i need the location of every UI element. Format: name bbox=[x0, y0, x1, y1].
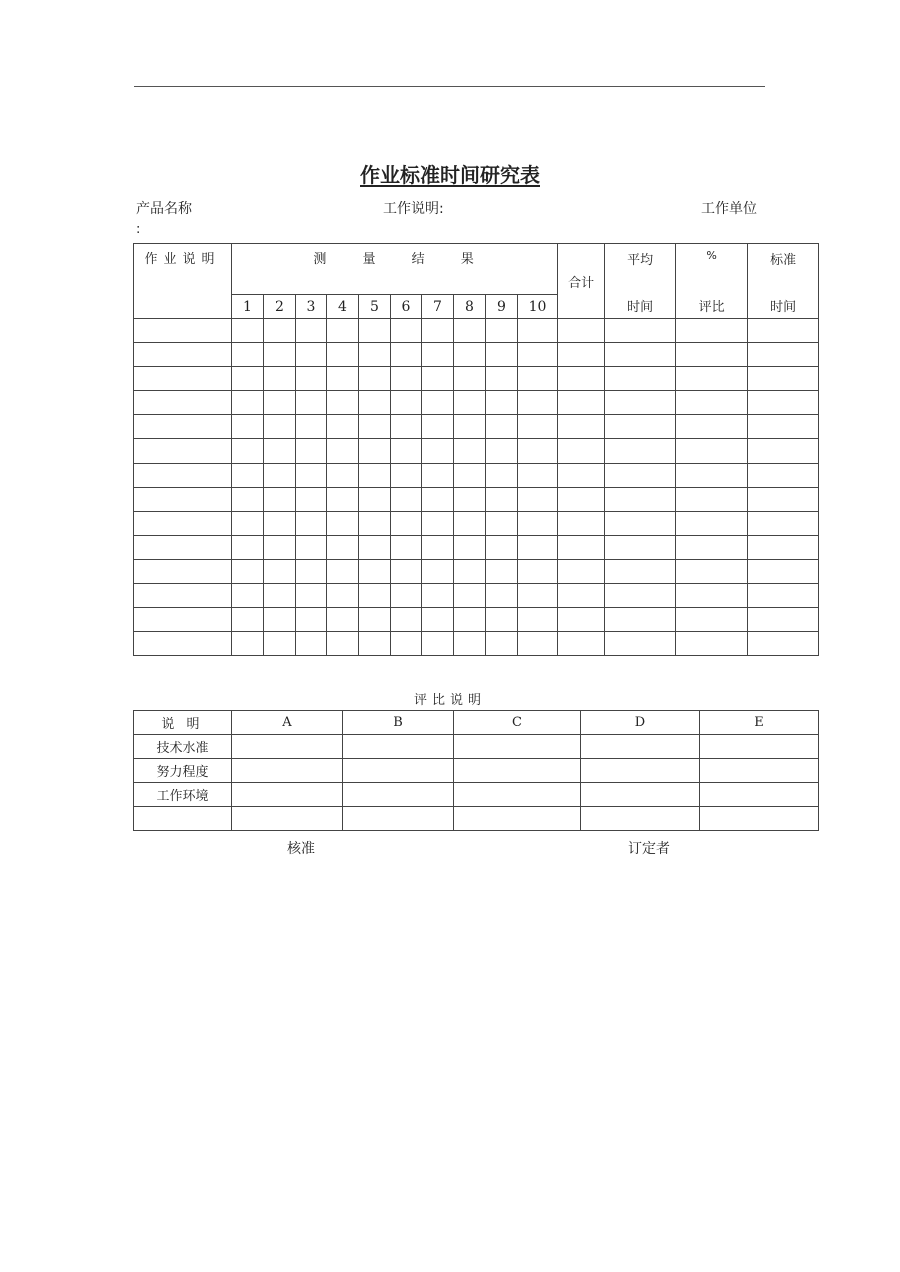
table-cell[interactable] bbox=[605, 391, 676, 415]
rating-cell[interactable] bbox=[343, 759, 454, 783]
table-cell[interactable] bbox=[518, 487, 558, 511]
table-cell[interactable] bbox=[232, 608, 264, 632]
table-cell[interactable] bbox=[676, 559, 748, 583]
rating-table bbox=[133, 710, 819, 831]
table-cell[interactable] bbox=[748, 487, 819, 511]
measurement-column-8: 8 bbox=[454, 295, 486, 319]
table-cell[interactable] bbox=[518, 439, 558, 463]
table-cell[interactable] bbox=[264, 559, 296, 583]
table-cell[interactable] bbox=[134, 319, 232, 343]
rating-cell[interactable] bbox=[700, 807, 819, 831]
rating-cell[interactable] bbox=[454, 783, 581, 807]
table-cell[interactable] bbox=[264, 487, 296, 511]
table-cell[interactable] bbox=[391, 439, 422, 463]
table-cell[interactable] bbox=[422, 415, 454, 439]
rating-cell[interactable] bbox=[581, 807, 700, 831]
table-cell[interactable] bbox=[327, 559, 359, 583]
table-cell[interactable] bbox=[486, 415, 518, 439]
table-cell[interactable] bbox=[748, 584, 819, 608]
table-cell[interactable] bbox=[232, 319, 264, 343]
table-cell[interactable] bbox=[264, 319, 296, 343]
rating-cell[interactable] bbox=[454, 735, 581, 759]
rating-column-e: E bbox=[700, 711, 819, 735]
table-cell[interactable] bbox=[486, 584, 518, 608]
table-cell[interactable] bbox=[748, 632, 819, 656]
table-cell[interactable] bbox=[327, 439, 359, 463]
table-cell[interactable] bbox=[391, 463, 422, 487]
table-cell[interactable] bbox=[359, 367, 391, 391]
table-cell[interactable] bbox=[134, 584, 232, 608]
table-cell[interactable] bbox=[264, 343, 296, 367]
rating-cell[interactable] bbox=[343, 807, 454, 831]
table-cell[interactable] bbox=[232, 343, 264, 367]
table-cell[interactable] bbox=[422, 367, 454, 391]
table-cell[interactable] bbox=[296, 559, 327, 583]
measurement-column-7: 7 bbox=[422, 295, 454, 319]
avg-time-top: 平均 bbox=[627, 253, 654, 268]
rating-top: % bbox=[706, 249, 717, 262]
table-cell[interactable] bbox=[232, 632, 264, 656]
table-cell[interactable] bbox=[359, 632, 391, 656]
table-row bbox=[134, 535, 819, 559]
table-cell[interactable] bbox=[296, 608, 327, 632]
table-cell[interactable] bbox=[296, 367, 327, 391]
rating-cell[interactable] bbox=[700, 759, 819, 783]
table-cell[interactable] bbox=[605, 439, 676, 463]
table-cell[interactable] bbox=[748, 415, 819, 439]
work-unit-label: 工作单位 bbox=[701, 201, 757, 217]
table-cell[interactable] bbox=[486, 487, 518, 511]
table-cell[interactable] bbox=[454, 415, 486, 439]
header-measurement-results: 测 量 结 果 bbox=[232, 244, 558, 295]
table-cell[interactable] bbox=[454, 584, 486, 608]
table-cell[interactable] bbox=[518, 343, 558, 367]
table-cell[interactable] bbox=[422, 319, 454, 343]
table-cell[interactable] bbox=[134, 632, 232, 656]
rating-cell[interactable] bbox=[232, 735, 343, 759]
table-cell[interactable] bbox=[518, 632, 558, 656]
table-cell[interactable] bbox=[359, 559, 391, 583]
table-row bbox=[134, 391, 819, 415]
measurement-column-4: 4 bbox=[327, 295, 359, 319]
table-cell[interactable] bbox=[558, 439, 605, 463]
table-cell[interactable] bbox=[134, 535, 232, 559]
table-cell[interactable] bbox=[558, 415, 605, 439]
table-cell[interactable] bbox=[296, 319, 327, 343]
rating-column-d: D bbox=[581, 711, 700, 735]
table-cell[interactable] bbox=[296, 584, 327, 608]
table-row bbox=[134, 343, 819, 367]
std-time-bottom: 时间 bbox=[770, 300, 797, 315]
table-cell[interactable] bbox=[558, 487, 605, 511]
rating-section-title: 评比说明 bbox=[413, 693, 486, 708]
table-cell[interactable] bbox=[391, 415, 422, 439]
measurement-column-1: 1 bbox=[232, 295, 264, 319]
table-cell[interactable] bbox=[232, 559, 264, 583]
table-cell[interactable] bbox=[676, 511, 748, 535]
table-cell[interactable] bbox=[232, 439, 264, 463]
table-cell[interactable] bbox=[391, 535, 422, 559]
table-cell[interactable] bbox=[134, 511, 232, 535]
product-name-colon: : bbox=[136, 222, 141, 237]
table-cell[interactable] bbox=[558, 632, 605, 656]
rating-column-a: A bbox=[232, 711, 343, 735]
table-cell[interactable] bbox=[748, 535, 819, 559]
table-cell[interactable] bbox=[748, 608, 819, 632]
table-cell[interactable] bbox=[676, 439, 748, 463]
table-cell[interactable] bbox=[327, 535, 359, 559]
table-row bbox=[134, 319, 819, 343]
table-cell[interactable] bbox=[605, 415, 676, 439]
table-cell[interactable] bbox=[264, 391, 296, 415]
rating-header-label: 说 明 bbox=[134, 711, 232, 735]
table-cell[interactable] bbox=[486, 343, 518, 367]
table-cell[interactable] bbox=[486, 632, 518, 656]
table-cell[interactable] bbox=[518, 608, 558, 632]
rating-cell[interactable] bbox=[454, 759, 581, 783]
table-cell[interactable] bbox=[327, 343, 359, 367]
table-row bbox=[134, 487, 819, 511]
rating-cell[interactable] bbox=[232, 783, 343, 807]
table-cell[interactable] bbox=[518, 535, 558, 559]
table-cell[interactable] bbox=[454, 367, 486, 391]
table-cell[interactable] bbox=[454, 463, 486, 487]
table-cell[interactable] bbox=[676, 319, 748, 343]
table-cell[interactable] bbox=[676, 415, 748, 439]
table-cell[interactable] bbox=[454, 559, 486, 583]
rating-row bbox=[134, 759, 819, 783]
table-cell[interactable] bbox=[359, 463, 391, 487]
table-cell[interactable] bbox=[264, 535, 296, 559]
table-cell[interactable] bbox=[748, 343, 819, 367]
table-cell[interactable] bbox=[296, 535, 327, 559]
table-row bbox=[134, 415, 819, 439]
table-row bbox=[134, 463, 819, 487]
product-name-label: 产品名称 bbox=[136, 201, 192, 217]
table-cell[interactable] bbox=[605, 463, 676, 487]
table-cell[interactable] bbox=[264, 608, 296, 632]
table-cell[interactable] bbox=[518, 367, 558, 391]
table-cell[interactable] bbox=[605, 608, 676, 632]
table-cell[interactable] bbox=[359, 439, 391, 463]
table-cell[interactable] bbox=[134, 367, 232, 391]
table-cell[interactable] bbox=[454, 535, 486, 559]
rating-column-b: B bbox=[343, 711, 454, 735]
table-cell[interactable] bbox=[518, 463, 558, 487]
table-cell[interactable] bbox=[558, 463, 605, 487]
table-cell[interactable] bbox=[296, 463, 327, 487]
std-time-top: 标准 bbox=[770, 253, 797, 268]
table-cell[interactable] bbox=[748, 439, 819, 463]
table-cell[interactable] bbox=[232, 367, 264, 391]
table-row bbox=[134, 632, 819, 656]
table-cell[interactable] bbox=[748, 367, 819, 391]
table-cell[interactable] bbox=[486, 511, 518, 535]
measurement-column-3: 3 bbox=[296, 295, 327, 319]
table-cell[interactable] bbox=[422, 343, 454, 367]
table-cell[interactable] bbox=[264, 463, 296, 487]
table-cell[interactable] bbox=[327, 487, 359, 511]
table-cell[interactable] bbox=[605, 487, 676, 511]
table-cell[interactable] bbox=[327, 319, 359, 343]
table-cell[interactable] bbox=[486, 391, 518, 415]
measurement-column-10: 10 bbox=[518, 295, 558, 319]
table-cell[interactable] bbox=[605, 367, 676, 391]
table-cell[interactable] bbox=[391, 632, 422, 656]
table-cell[interactable] bbox=[232, 511, 264, 535]
rating-cell[interactable] bbox=[343, 783, 454, 807]
table-cell[interactable] bbox=[486, 535, 518, 559]
table-cell[interactable] bbox=[518, 559, 558, 583]
table-cell[interactable] bbox=[486, 439, 518, 463]
table-cell[interactable] bbox=[422, 487, 454, 511]
table-row bbox=[134, 367, 819, 391]
table-cell[interactable] bbox=[264, 584, 296, 608]
table-cell[interactable] bbox=[327, 632, 359, 656]
rating-row-label: 努力程度 bbox=[134, 759, 232, 783]
table-cell[interactable] bbox=[518, 391, 558, 415]
rating-column-c: C bbox=[454, 711, 581, 735]
table-row bbox=[134, 559, 819, 583]
table-cell[interactable] bbox=[454, 608, 486, 632]
table-cell[interactable] bbox=[296, 343, 327, 367]
approved-label: 核准 bbox=[287, 841, 315, 857]
table-cell[interactable] bbox=[518, 319, 558, 343]
rating-row bbox=[134, 735, 819, 759]
table-cell[interactable] bbox=[748, 319, 819, 343]
table-cell[interactable] bbox=[486, 319, 518, 343]
table-cell[interactable] bbox=[359, 391, 391, 415]
table-cell[interactable] bbox=[391, 511, 422, 535]
rating-bottom: 评比 bbox=[698, 300, 725, 315]
table-cell[interactable] bbox=[454, 343, 486, 367]
table-cell[interactable] bbox=[422, 584, 454, 608]
table-cell[interactable] bbox=[605, 511, 676, 535]
table-cell[interactable] bbox=[558, 367, 605, 391]
rating-cell[interactable] bbox=[343, 735, 454, 759]
table-cell[interactable] bbox=[359, 584, 391, 608]
table-cell[interactable] bbox=[232, 463, 264, 487]
rating-cell[interactable] bbox=[581, 783, 700, 807]
table-cell[interactable] bbox=[454, 632, 486, 656]
table-cell[interactable] bbox=[359, 511, 391, 535]
table-cell[interactable] bbox=[748, 391, 819, 415]
table-cell[interactable] bbox=[454, 391, 486, 415]
table-cell[interactable] bbox=[422, 608, 454, 632]
table-cell[interactable] bbox=[391, 584, 422, 608]
table-cell[interactable] bbox=[558, 319, 605, 343]
table-cell[interactable] bbox=[359, 608, 391, 632]
table-cell[interactable] bbox=[748, 511, 819, 535]
header-rating-percent bbox=[676, 244, 748, 319]
table-cell[interactable] bbox=[296, 632, 327, 656]
table-cell[interactable] bbox=[454, 319, 486, 343]
rating-row-label bbox=[134, 807, 232, 831]
table-cell[interactable] bbox=[748, 559, 819, 583]
table-cell[interactable] bbox=[264, 632, 296, 656]
table-cell[interactable] bbox=[327, 511, 359, 535]
measurement-column-2: 2 bbox=[264, 295, 296, 319]
table-cell[interactable] bbox=[134, 415, 232, 439]
table-cell[interactable] bbox=[486, 559, 518, 583]
table-cell[interactable] bbox=[676, 367, 748, 391]
table-cell[interactable] bbox=[676, 632, 748, 656]
table-cell[interactable] bbox=[391, 367, 422, 391]
table-cell[interactable] bbox=[134, 391, 232, 415]
table-cell[interactable] bbox=[134, 463, 232, 487]
table-cell[interactable] bbox=[422, 535, 454, 559]
table-cell[interactable] bbox=[676, 463, 748, 487]
table-cell[interactable] bbox=[327, 367, 359, 391]
rating-cell[interactable] bbox=[581, 759, 700, 783]
rating-cell[interactable] bbox=[700, 735, 819, 759]
table-cell[interactable] bbox=[296, 487, 327, 511]
table-cell[interactable] bbox=[486, 367, 518, 391]
table-cell[interactable] bbox=[391, 487, 422, 511]
table-cell[interactable] bbox=[518, 584, 558, 608]
table-row bbox=[134, 608, 819, 632]
table-cell[interactable] bbox=[422, 511, 454, 535]
table-row bbox=[134, 439, 819, 463]
table-cell[interactable] bbox=[391, 343, 422, 367]
table-row bbox=[134, 511, 819, 535]
table-cell[interactable] bbox=[676, 391, 748, 415]
table-cell[interactable] bbox=[558, 584, 605, 608]
table-cell[interactable] bbox=[605, 559, 676, 583]
table-row bbox=[134, 584, 819, 608]
table-cell[interactable] bbox=[232, 487, 264, 511]
table-cell[interactable] bbox=[391, 319, 422, 343]
table-cell[interactable] bbox=[327, 608, 359, 632]
table-cell[interactable] bbox=[558, 608, 605, 632]
table-cell[interactable] bbox=[422, 463, 454, 487]
table-cell[interactable] bbox=[134, 559, 232, 583]
rating-row-label: 工作环境 bbox=[134, 783, 232, 807]
table-cell[interactable] bbox=[296, 439, 327, 463]
table-cell[interactable] bbox=[518, 511, 558, 535]
measurement-column-6: 6 bbox=[391, 295, 422, 319]
table-cell[interactable] bbox=[605, 535, 676, 559]
table-cell[interactable] bbox=[422, 439, 454, 463]
table-cell[interactable] bbox=[676, 535, 748, 559]
table-cell[interactable] bbox=[676, 584, 748, 608]
table-cell[interactable] bbox=[486, 463, 518, 487]
work-description-label: 工作说明: bbox=[383, 201, 444, 217]
table-cell[interactable] bbox=[296, 415, 327, 439]
table-cell[interactable] bbox=[359, 415, 391, 439]
measurement-column-5: 5 bbox=[359, 295, 391, 319]
table-cell[interactable] bbox=[359, 535, 391, 559]
table-cell[interactable] bbox=[605, 584, 676, 608]
table-cell[interactable] bbox=[748, 463, 819, 487]
rating-cell[interactable] bbox=[232, 759, 343, 783]
header-rule bbox=[134, 86, 765, 87]
table-cell[interactable] bbox=[134, 343, 232, 367]
table-cell[interactable] bbox=[605, 632, 676, 656]
table-cell[interactable] bbox=[422, 632, 454, 656]
table-cell[interactable] bbox=[605, 319, 676, 343]
table-cell[interactable] bbox=[232, 415, 264, 439]
table-cell[interactable] bbox=[454, 511, 486, 535]
table-cell[interactable] bbox=[486, 608, 518, 632]
table-cell[interactable] bbox=[558, 343, 605, 367]
time-study-table bbox=[133, 243, 819, 656]
rating-cell[interactable] bbox=[581, 735, 700, 759]
table-cell[interactable] bbox=[558, 391, 605, 415]
table-cell[interactable] bbox=[558, 535, 605, 559]
table-cell[interactable] bbox=[558, 559, 605, 583]
table-cell[interactable] bbox=[676, 608, 748, 632]
table-cell[interactable] bbox=[327, 584, 359, 608]
table-cell[interactable] bbox=[454, 487, 486, 511]
rating-row-label: 技术水准 bbox=[134, 735, 232, 759]
table-cell[interactable] bbox=[264, 439, 296, 463]
rating-cell[interactable] bbox=[700, 783, 819, 807]
document-title: 作业标准时间研究表 bbox=[360, 163, 540, 187]
table-cell[interactable] bbox=[264, 415, 296, 439]
table-cell[interactable] bbox=[359, 487, 391, 511]
table-cell[interactable] bbox=[518, 415, 558, 439]
rating-row bbox=[134, 783, 819, 807]
table-cell[interactable] bbox=[422, 559, 454, 583]
table-cell[interactable] bbox=[422, 391, 454, 415]
table-cell[interactable] bbox=[134, 487, 232, 511]
table-cell[interactable] bbox=[391, 559, 422, 583]
table-cell[interactable] bbox=[264, 511, 296, 535]
header-average-time bbox=[605, 244, 676, 319]
rating-cell[interactable] bbox=[454, 807, 581, 831]
table-cell[interactable] bbox=[558, 511, 605, 535]
table-cell[interactable] bbox=[296, 391, 327, 415]
table-cell[interactable] bbox=[232, 535, 264, 559]
header-total: 合计 bbox=[558, 244, 605, 319]
table-cell[interactable] bbox=[134, 608, 232, 632]
table-cell[interactable] bbox=[327, 415, 359, 439]
table-cell[interactable] bbox=[676, 487, 748, 511]
header-standard-time bbox=[748, 244, 819, 319]
table-cell[interactable] bbox=[134, 439, 232, 463]
measurement-column-9: 9 bbox=[486, 295, 518, 319]
table-cell[interactable] bbox=[296, 511, 327, 535]
table-cell[interactable] bbox=[232, 391, 264, 415]
table-cell[interactable] bbox=[676, 343, 748, 367]
rating-row bbox=[134, 807, 819, 831]
table-cell[interactable] bbox=[327, 391, 359, 415]
table-cell[interactable] bbox=[454, 439, 486, 463]
table-cell[interactable] bbox=[264, 367, 296, 391]
table-cell[interactable] bbox=[359, 343, 391, 367]
prepared-by-label: 订定者 bbox=[628, 841, 670, 857]
rating-cell[interactable] bbox=[232, 807, 343, 831]
table-cell[interactable] bbox=[605, 343, 676, 367]
table-cell[interactable] bbox=[327, 463, 359, 487]
header-task-description: 作业说明 bbox=[134, 244, 232, 319]
table-cell[interactable] bbox=[391, 391, 422, 415]
avg-time-bottom: 时间 bbox=[627, 300, 654, 315]
table-cell[interactable] bbox=[232, 584, 264, 608]
table-cell[interactable] bbox=[359, 319, 391, 343]
table-cell[interactable] bbox=[391, 608, 422, 632]
